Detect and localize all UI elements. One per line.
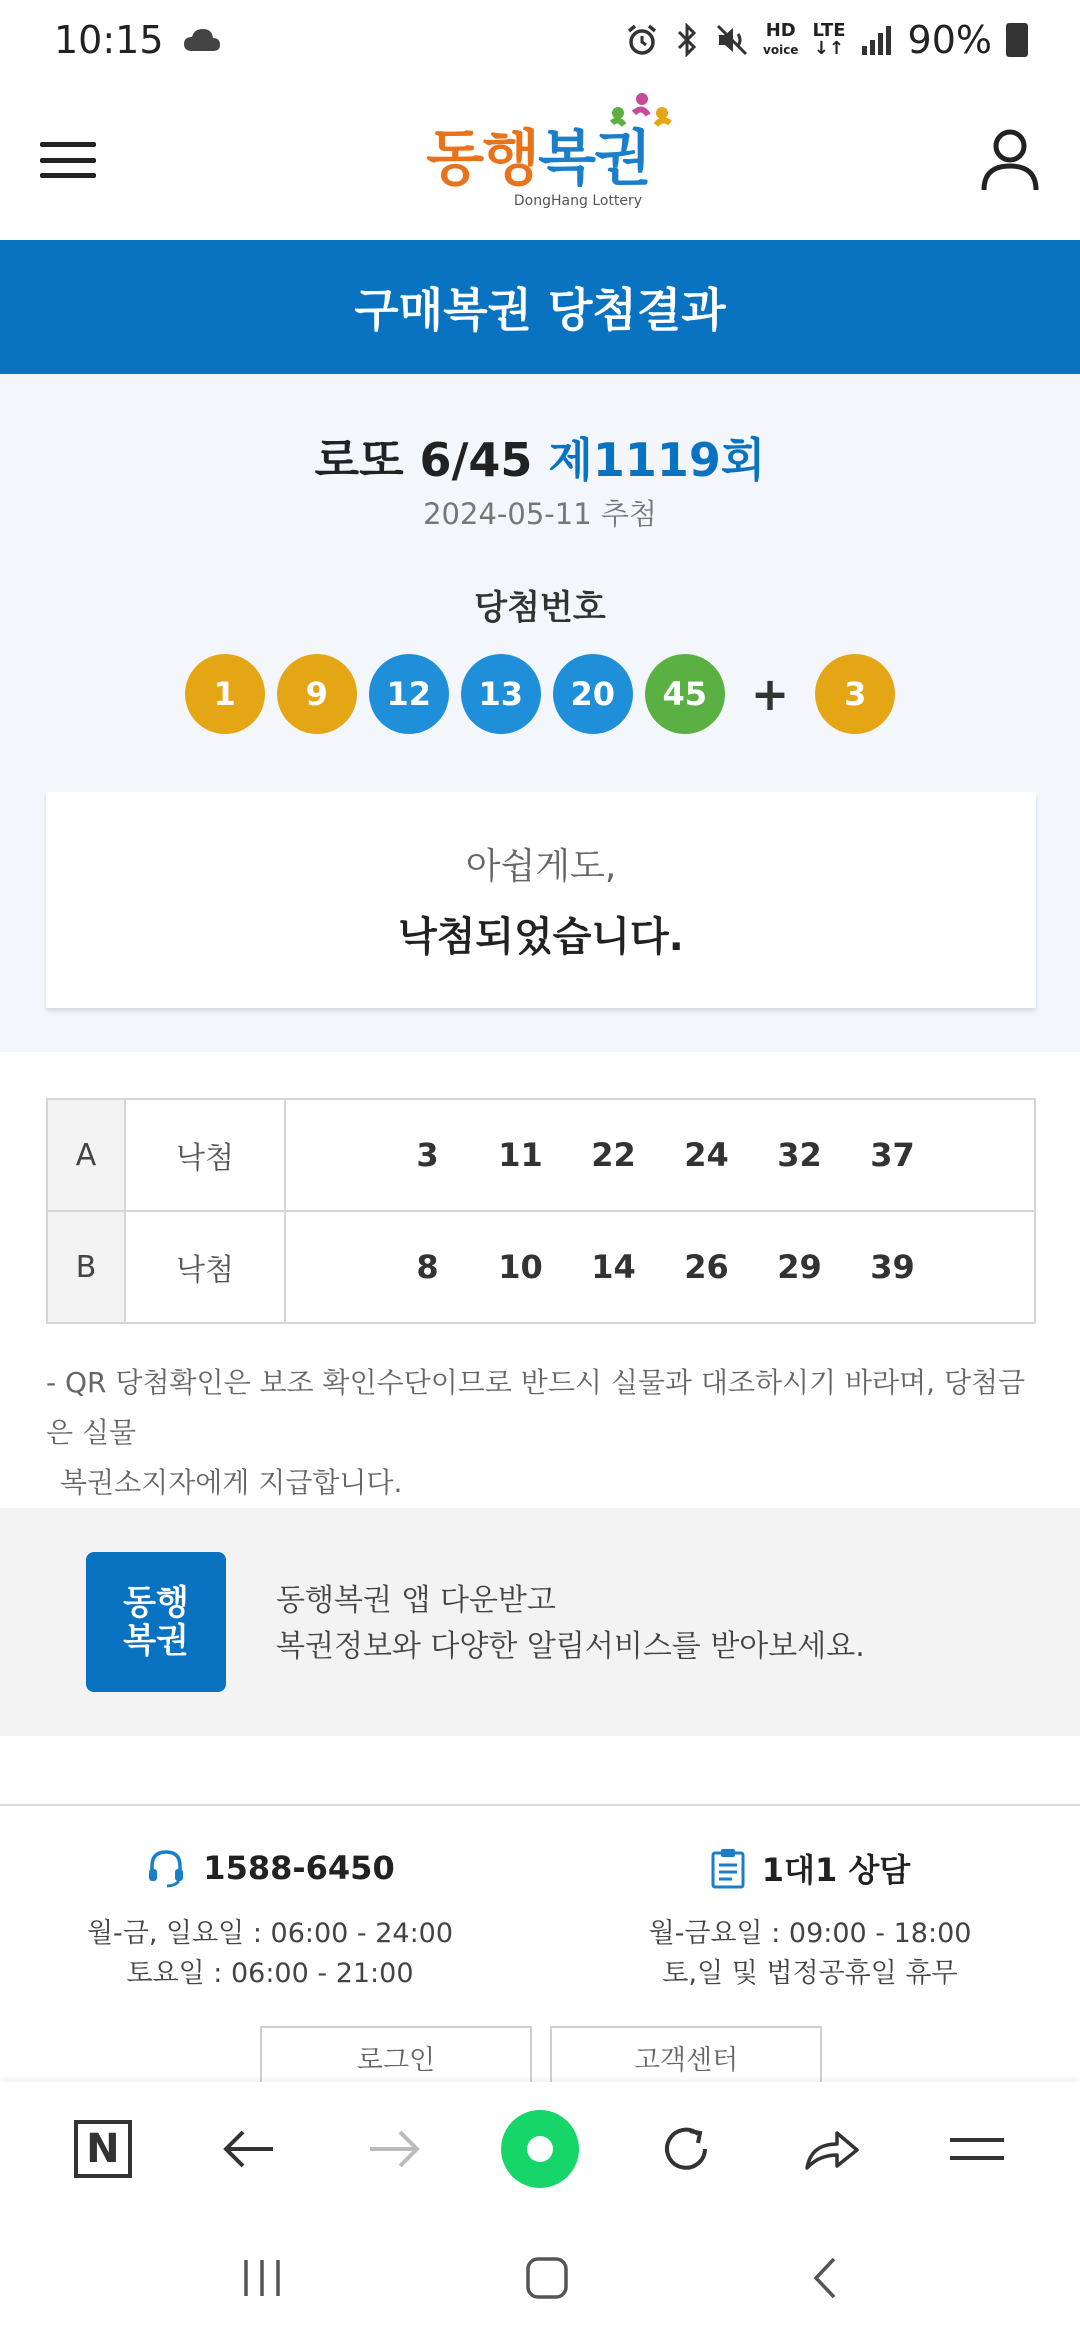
ticket-status: 낙첨 xyxy=(125,1099,285,1211)
notice-line2: 복권소지자에게 지급합니다. xyxy=(60,1466,403,1499)
footer-divider xyxy=(0,1804,1080,1806)
ticket-game-label: B xyxy=(47,1211,125,1323)
share-arrow-icon xyxy=(801,2124,861,2174)
chat-contact xyxy=(540,1840,1080,1994)
ticket-table xyxy=(46,1098,1036,1324)
naver-n-icon: N xyxy=(74,2120,132,2178)
result-message-line1: 아쉽게도, xyxy=(465,846,617,887)
ticket-number: 14 xyxy=(591,1248,636,1286)
logo-text-bokgwon: 복권 xyxy=(538,124,650,194)
signal-icon xyxy=(860,24,894,56)
winning-number-ball: 45 xyxy=(645,654,725,734)
recent-apps-icon[interactable] xyxy=(240,2258,284,2298)
app-download-banner[interactable] xyxy=(0,1508,1080,1736)
status-bar xyxy=(0,0,1080,80)
cloud-icon xyxy=(182,27,222,53)
phone-number[interactable]: 1588-6450 xyxy=(203,1849,395,1887)
menu-icon[interactable] xyxy=(40,136,96,184)
phone-hours-saturday: 토요일 : 06:00 - 21:00 xyxy=(126,1958,414,1989)
winning-number-ball: 1 xyxy=(185,654,265,734)
notice-text xyxy=(46,1358,1046,1508)
arrow-left-icon xyxy=(221,2127,277,2171)
ticket-number: 29 xyxy=(777,1248,822,1286)
ticket-number: 37 xyxy=(870,1136,915,1174)
bonus-plus-sign: + xyxy=(750,667,790,721)
refresh-icon xyxy=(658,2121,714,2177)
bluetooth-icon xyxy=(673,23,701,57)
lte-icon: LTE ↓↑ xyxy=(812,20,846,59)
winning-numbers-label: 당첨번호 xyxy=(474,588,606,628)
winning-number-ball: 20 xyxy=(553,654,633,734)
clipboard-icon xyxy=(710,1847,746,1889)
footer-buttons xyxy=(260,2026,822,2086)
winning-number-ball: 9 xyxy=(277,654,357,734)
login-button[interactable]: 로그인 xyxy=(260,2026,532,2086)
one-to-one-consult[interactable]: 1대1 상담 xyxy=(761,1851,911,1889)
customer-center-button[interactable]: 고객센터 xyxy=(550,2026,822,2086)
browser-toolbar xyxy=(0,2082,1080,2216)
logo-text-donghang: 동행 xyxy=(426,124,538,194)
ticket-number: 22 xyxy=(591,1136,636,1174)
app-icon-text2: 복권 xyxy=(123,1621,189,1661)
result-message-line2: 낙첨되었습니다. xyxy=(398,914,684,960)
draw-round: 제1119회 xyxy=(548,433,766,487)
status-time: 10:15 xyxy=(54,18,164,62)
share-button[interactable] xyxy=(791,2109,871,2189)
app-icon-text1: 동행 xyxy=(123,1583,189,1623)
logo-subtitle: DongHang Lottery xyxy=(513,193,643,209)
system-nav-bar xyxy=(0,2216,1080,2340)
ticket-numbers-cell xyxy=(285,1211,1035,1323)
phone-hours-weekday: 월-금, 일요일 : 06:00 - 24:00 xyxy=(86,1918,454,1949)
game-name: 로또 6/45 xyxy=(314,433,533,487)
refresh-button[interactable] xyxy=(646,2109,726,2189)
ticket-number: 8 xyxy=(416,1248,439,1286)
page-title: 구매복권 당첨결과 xyxy=(0,240,1080,374)
result-message-card xyxy=(46,792,1036,1008)
app-banner-line2: 복권정보와 다양한 알림서비스를 받아보세요. xyxy=(276,1629,865,1664)
menu-lines-icon xyxy=(948,2134,1006,2164)
mute-icon xyxy=(715,23,749,57)
draw-title xyxy=(0,424,1080,490)
battery-icon xyxy=(1006,23,1028,57)
winning-numbers xyxy=(0,654,1080,734)
ticket-numbers-cell xyxy=(285,1099,1035,1211)
notice-line1: - QR 당첨확인은 보조 확인수단이므로 반드시 실물과 대조하시기 바라며, 당첨금은 실물 xyxy=(46,1366,1026,1449)
green-dot-button[interactable] xyxy=(500,2109,580,2189)
headset-icon xyxy=(145,1847,187,1889)
ticket-number: 39 xyxy=(870,1248,915,1286)
app-icon[interactable] xyxy=(86,1552,226,1692)
ticket-status: 낙첨 xyxy=(125,1211,285,1323)
ticket-number: 10 xyxy=(498,1248,543,1286)
winning-number-ball: 12 xyxy=(369,654,449,734)
ticket-row xyxy=(47,1099,1035,1211)
bonus-number-ball: 3 xyxy=(815,654,895,734)
browser-menu-button[interactable] xyxy=(937,2109,1017,2189)
phone-contact xyxy=(0,1840,540,1994)
hd-voice-icon: HD voice xyxy=(763,19,799,57)
forward-button[interactable] xyxy=(354,2109,434,2189)
ticket-number: 32 xyxy=(777,1136,822,1174)
site-logo[interactable] xyxy=(426,111,650,209)
ticket-number: 11 xyxy=(498,1136,543,1174)
battery-percent: 90% xyxy=(907,18,992,62)
chat-hours-weekday: 월-금요일 : 09:00 - 18:00 xyxy=(648,1918,972,1949)
user-icon[interactable] xyxy=(980,128,1040,192)
draw-date: 2024-05-11 추첨 xyxy=(423,497,657,531)
draw-result-section xyxy=(0,374,1080,1052)
ticket-game-label: A xyxy=(47,1099,125,1211)
winning-number-ball: 13 xyxy=(461,654,541,734)
back-button[interactable] xyxy=(209,2109,289,2189)
naver-home-button[interactable] xyxy=(63,2109,143,2189)
site-header xyxy=(0,80,1080,240)
app-banner-line1: 동행복권 앱 다운받고 xyxy=(276,1583,556,1618)
chat-hours-holiday: 토,일 및 법정공휴일 휴무 xyxy=(662,1958,958,1989)
ticket-number: 3 xyxy=(416,1136,439,1174)
back-nav-icon[interactable] xyxy=(810,2256,840,2300)
logo-figures-icon xyxy=(598,91,678,151)
home-icon[interactable] xyxy=(525,2256,569,2300)
ticket-number: 24 xyxy=(684,1136,729,1174)
app-banner-text xyxy=(276,1578,865,1670)
green-dot-icon xyxy=(501,2110,579,2188)
alarm-icon xyxy=(625,23,659,57)
arrow-right-icon xyxy=(366,2127,422,2171)
ticket-row xyxy=(47,1211,1035,1323)
ticket-number: 26 xyxy=(684,1248,729,1286)
